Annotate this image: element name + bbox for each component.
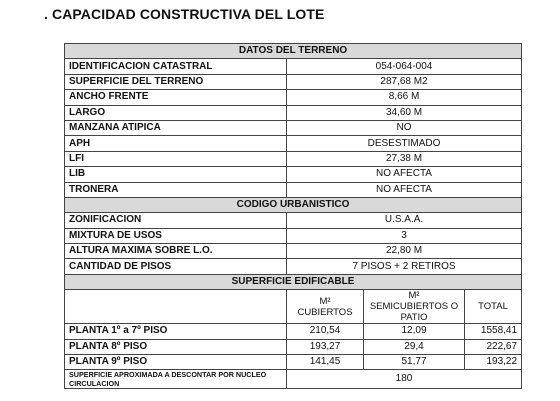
row-label: ANCHO FRENTE [65,90,287,105]
semicubiertos-cell: 29,4 [364,339,465,354]
row-value: 27,38 M [287,151,522,166]
row-label: PLANTA 8º PISO [65,339,287,354]
row-value: 3 [287,228,522,243]
table-row-nucleo [65,370,522,389]
row-value: 22,80 M [287,244,522,259]
table-row [65,167,522,182]
table-row [65,120,522,135]
column-header-cubiertos: M² CUBIERTOS [287,290,364,324]
table-row [65,151,522,166]
table-row [65,355,522,370]
empty-header-cell [65,290,287,324]
row-label: PLANTA 1º a 7º PISO [65,324,287,339]
semicubiertos-cell: 12,09 [364,324,465,339]
row-value: 34,60 M [287,105,522,120]
table-row [65,74,522,89]
row-label: ZONIFICACION [65,213,287,228]
semicubiertos-cell: 51,77 [364,355,465,370]
capacity-table [64,43,522,389]
table-row [65,324,522,339]
row-label: SUPERFICIE DEL TERRENO [65,74,287,89]
column-header-total: TOTAL [465,290,522,324]
table-row [65,105,522,120]
row-label: SUPERFICIE APROXIMADA A DESCONTAR POR NUCLEO CIRCULACION [65,370,287,389]
row-label: CANTIDAD DE PISOS [65,259,287,274]
row-value: 7 PISOS + 2 RETIROS [287,259,522,274]
row-value: 8,66 M [287,90,522,105]
row-value: NO AFECTA [287,182,522,197]
section-header-terreno [65,44,522,59]
row-label: TRONERA [65,182,287,197]
row-label: PLANTA 9º PISO [65,355,287,370]
total-cell: 222,67 [465,339,522,354]
table-row [65,182,522,197]
cubiertos-cell: 193,27 [287,339,364,354]
total-cell: 193,22 [465,355,522,370]
table-row [65,228,522,243]
total-cell: 1558,41 [465,324,522,339]
table-row [65,213,522,228]
row-value: NO AFECTA [287,167,522,182]
row-label: ALTURA MAXIMA SOBRE L.O. [65,244,287,259]
section-title: DATOS DEL TERRENO [65,44,522,59]
row-value: U.S.A.A. [287,213,522,228]
cubiertos-cell: 210,54 [287,324,364,339]
section-title: SUPERFICIE EDIFICABLE [65,274,522,289]
table-row [65,90,522,105]
table-row [65,259,522,274]
section-header-urbanistico [65,197,522,212]
table-row [65,244,522,259]
row-label: MANZANA ATIPICA [65,120,287,135]
page-title: . CAPACIDAD CONSTRUCTIVA DEL LOTE [44,6,325,22]
row-label: LIB [65,167,287,182]
row-label: LFI [65,151,287,166]
cubiertos-cell: 141,45 [287,355,364,370]
column-header-row [65,290,522,324]
section-title: CODIGO URBANISTICO [65,197,522,212]
row-label: LARGO [65,105,287,120]
row-value: DESESTIMADO [287,136,522,151]
row-label: APH [65,136,287,151]
row-value: 054-064-004 [287,59,522,74]
table-row [65,339,522,354]
row-value: 287,68 M2 [287,74,522,89]
row-value: 180 [287,370,522,389]
table-row [65,59,522,74]
section-header-edificable [65,274,522,289]
column-header-semicubiertos: M² SEMICUBIERTOS O PATIO [364,290,465,324]
row-label: MIXTURA DE USOS [65,228,287,243]
row-value: NO [287,120,522,135]
table-row [65,136,522,151]
row-label: IDENTIFICACION CATASTRAL [65,59,287,74]
